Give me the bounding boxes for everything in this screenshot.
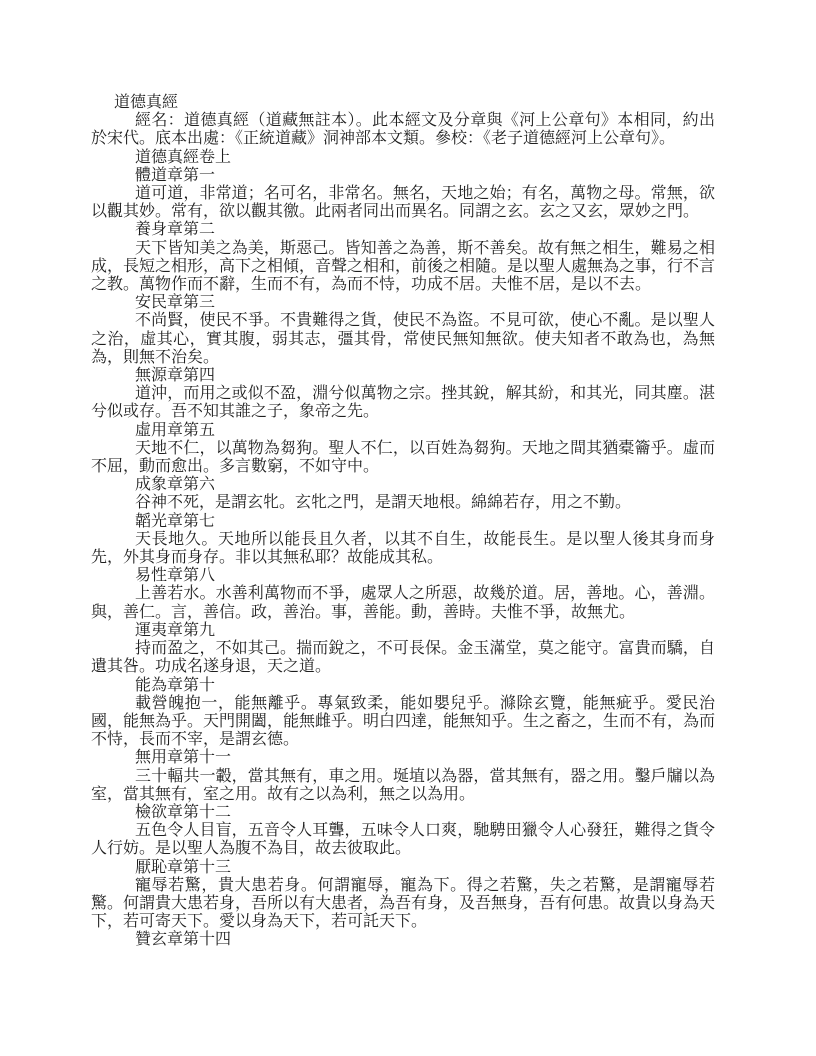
chapter-paragraph: 不尚賢，使民不爭。不貴難得之貨，使民不為盜。不見可欲，使心不亂。是以聖人之治，虛其心，實其腹，弱其志，彊其骨，常使民無知無欲。使夫知者不敢為也，為無為，則無不治矣。 — [91, 312, 715, 366]
chapter-heading: 無源章第四 — [135, 367, 216, 385]
chapter-paragraph: 天下皆知美之為美，斯惡己。皆知善之為善，斯不善矣。故有無之相生，難易之相成，長短之相形，高下之相傾，音聲之相和，前後之相隨。是以聖人處無為之事，行不言之教。萬物作而不辭，生而不有，為而不恃，功成不居。夫惟不居，是以不去。 — [91, 239, 716, 294]
chapter-heading: 無用章第十一 — [135, 749, 232, 767]
chapter-heading: 易性章第八 — [135, 567, 216, 585]
chapter-paragraph: 道沖，而用之或似不盈，淵兮似萬物之宗。挫其銳，解其紛，和其光，同其塵。湛兮似或存。吾不知其誰之子，象帝之先。 — [91, 385, 715, 421]
chapter-heading: 養身章第二 — [135, 221, 216, 239]
chapter-heading: 能為章第十 — [135, 676, 216, 694]
chapter-paragraph: 五色令人目盲，五音令人耳聾，五味令人口爽，馳騁田獵令人心發狂，難得之貨令人行妨。是以聖人為腹不為目，故去彼取此。 — [91, 822, 715, 858]
chapter-heading: 厭恥章第十三 — [135, 858, 232, 876]
chapter-paragraph: 三十輻共一轂，當其無有，車之用。埏埴以為器，當其無有，器之用。鑿戶牖以為室，當其無有，室之用。故有之以為利，無之以為用。 — [91, 767, 715, 803]
chapter-paragraph: 載營魄抱一，能無離乎。專氣致柔，能如嬰兒乎。滌除玄覽，能無疵乎。愛民治國，能無為乎。天門開闔，能無雌乎。明白四達，能無知乎。生之畜之，生而不有，為而不恃，長而不宰，是謂玄德。 — [91, 694, 716, 749]
volume-heading: 道德真經卷上 — [135, 148, 232, 166]
chapter-heading: 贊玄章第十四 — [135, 931, 232, 949]
chapter-paragraph: 寵辱若驚，貴大患若身。何謂寵辱，寵為下。得之若驚，失之若驚，是謂寵辱若驚。何謂貴大患若身，吾所以有大患者，為吾有身，及吾無身，吾有何患。故貴以身為天下，若可寄天下。愛以身為天下，若可託天下。 — [91, 876, 716, 931]
chapter-heading: 成象章第六 — [135, 476, 216, 494]
chapter-paragraph: 天地不仁，以萬物為芻狗。聖人不仁，以百姓為芻狗。天地之間其猶橐籥乎。虛而不屈，動而愈出。多言數窮，不如守中。 — [91, 439, 715, 476]
chapter-heading: 檢欲章第十二 — [135, 803, 232, 821]
chapter-heading: 韜光章第七 — [135, 512, 216, 530]
chapter-heading: 虛用章第五 — [135, 421, 216, 439]
chapter-heading: 體道章第一 — [135, 166, 216, 184]
document-title: 道德真經 — [114, 94, 179, 111]
edition-note: 經名：道德真經（道藏無註本）。此本經文及分章與《河上公章句》本相同，約出於宋代。底本出處：《正統道藏》洞神部本文類。參校：《老子道德經河上公章句》。 — [91, 112, 715, 148]
chapter-paragraph: 道可道，非常道；名可名，非常名。無名，天地之始；有名，萬物之母。常無，欲以觀其妙。常有，欲以觀其徼。此兩者同出而異名。同謂之玄。玄之又玄，眾妙之門。 — [91, 185, 715, 221]
chapter-paragraph: 上善若水。水善利萬物而不爭，處眾人之所惡，故幾於道。居，善地。心，善淵。與，善仁。言，善信。政，善治。事，善能。動，善時。夫惟不爭，故無尤。 — [91, 585, 715, 621]
chapter-heading: 安民章第三 — [135, 294, 216, 312]
document-body — [91, 94, 715, 950]
chapter-paragraph: 持而盈之，不如其己。揣而銳之，不可長保。金玉滿堂，莫之能守。富貴而驕，自遺其咎。功成名遂身退，天之道。 — [91, 640, 715, 676]
chapter-paragraph: 天長地久。天地所以能長且久者，以其不自生，故能長生。是以聖人後其身而身先，外其身而身存。非以其無私耶？故能成其私。 — [91, 530, 715, 567]
chapter-heading: 運夷章第九 — [135, 621, 216, 639]
chapter-paragraph: 谷神不死，是謂玄牝。玄牝之門，是謂天地根。綿綿若存，用之不勤。 — [135, 494, 632, 512]
